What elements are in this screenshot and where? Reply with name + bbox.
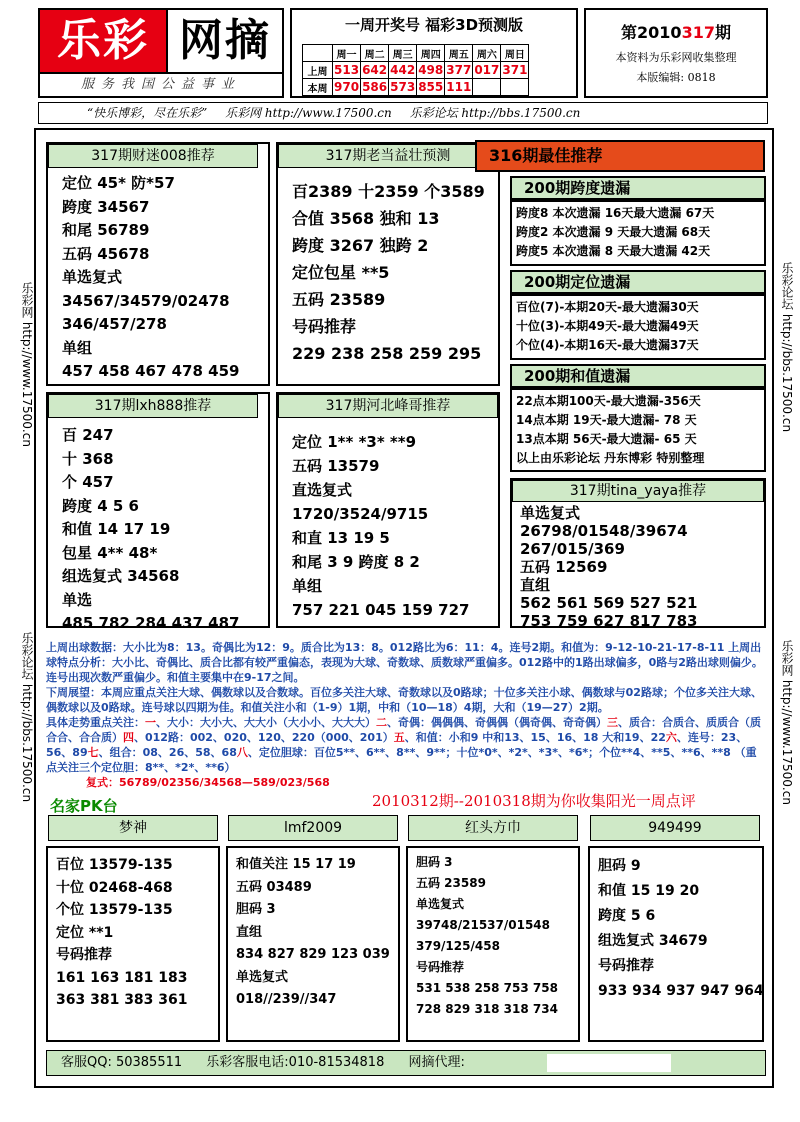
pk-expert-lines: 胆码 9 和值 15 19 20 跨度 5 6 组选复式 34679 号码推荐 933 934 937 947 964 <box>598 858 764 999</box>
miss-sum-lines: 22点本期100天-最大遗漏-356天 14点本期 19天-最大遗漏- 78 天 13点本期 56天-最大遗漏- 65 天 以上由乐彩论坛 丹东博彩 特别整理 <box>516 394 705 465</box>
miss-position-lines: 百位(7)-本期20天-最大遗漏30天 十位(3)-本期49天-最大遗漏49天 个位(4)-本期16天-最大遗漏37天 <box>516 300 699 352</box>
draw-number: 498 <box>418 63 444 77</box>
footer-phone: 乐彩客服电话:010-81534818 <box>206 1055 385 1070</box>
draw-number: 442 <box>390 63 416 77</box>
miss-span-box <box>510 200 766 266</box>
side-text-left-bottom: 乐彩论坛 http://bbs.17500.cn <box>20 632 34 803</box>
pk-expert-lines: 百位 13579-135 十位 02468-468 个位 13579-135 定位 **1 号码推荐 161 163 181 183 363 381 383 361 <box>56 857 188 1008</box>
pk-expert-box <box>588 846 764 1042</box>
footer-bar <box>46 1050 766 1076</box>
draw-number: 586 <box>362 80 388 94</box>
day-header: 周四 <box>417 45 445 62</box>
panel-title: 317期河北峰哥推荐 <box>278 394 498 418</box>
day-header: 周日 <box>501 45 529 62</box>
panel-lines: 单选复式 26798/01548/39674 267/015/369 五码 12569 直组 562 561 569 527 521 753 759 627 817 783 <box>520 504 698 630</box>
panel-lines: 百 247 十 368 个 457 跨度 4 5 6 和值 14 17 19 包星 4** 48* 组选复式 34568 单选 485 782 284 437 487 <box>62 426 240 632</box>
logo-box <box>38 8 284 98</box>
panel-title: 317期老当益壮预测 <box>278 144 498 168</box>
miss-position-box <box>510 294 766 360</box>
weekly-draw-table <box>302 44 529 96</box>
day-header: 周一 <box>333 45 361 62</box>
draw-number <box>501 79 529 96</box>
issue-title: 第2010317期 <box>621 23 731 42</box>
logo-white: 网摘 <box>166 10 282 72</box>
side-text-right-bottom: 乐彩网 http://www.17500.cn <box>780 640 794 805</box>
analysis-last-week: 上周出球数据：大小比为8：13。奇偶比为12：9。质合比为13：8。012路比为6：11：4。连号2期。和值为：9-12-10-21-17-8-11 上周出球特点分析：大小比、奇偶比、质合比都有较严重偏态，表现为大球、奇数球、质数球严重偏多。012路中的1路出球偏多，0路与2路出球则偏少。连号出现次数严重偏少。和值主要集中在9-17之间。 <box>46 641 763 684</box>
day-header: 周六 <box>473 45 501 62</box>
slogan-bar <box>38 102 768 124</box>
analysis-compound: 复式：56789/02356/34568—589/023/568 <box>86 776 330 789</box>
site-link-forum[interactable]: 乐彩论坛 http://bbs.17500.cn <box>409 106 581 120</box>
weekly-analysis <box>46 640 766 790</box>
miss-sum-box <box>510 388 766 472</box>
day-header: 周三 <box>389 45 417 62</box>
pk-expert-name: 949499 <box>590 815 760 841</box>
issue-editor: 本版编辑: 0818 <box>636 71 716 84</box>
miss-span-lines: 跨度8 本次遗漏 16天最大遗漏 67天 跨度2 本次遗漏 9 天最大遗漏 68天 跨度5 本次遗漏 8 天最大遗漏 42天 <box>516 206 715 258</box>
logo-red: 乐彩 <box>40 10 166 72</box>
draw-number: 573 <box>390 80 416 94</box>
pk-expert-box <box>226 846 400 1042</box>
draw-number: 371 <box>502 63 528 77</box>
panel-lxh888 <box>46 392 270 632</box>
footer-agent: 网摘代理: <box>408 1055 465 1070</box>
pk-expert-name: 梦神 <box>48 815 218 841</box>
issue-number: 317 <box>681 23 715 42</box>
this-week-label: 本周 <box>303 79 333 96</box>
panel-lines: 定位 1** *3* **9 五码 13579 直选复式 1720/3524/9715 和直 13 19 5 和尾 3 9 跨度 8 2 单组 757 221 045 159 727 <box>292 433 470 619</box>
pk-expert-box <box>46 846 220 1042</box>
panel-title: 317期tina_yaya推荐 <box>512 480 764 502</box>
weekly-draw-title: 一周开奖号 福彩3D预测版 <box>344 16 524 34</box>
site-link-main[interactable]: 乐彩网 http://www.17500.cn <box>225 106 392 120</box>
miss-sum-title: 200期和值遗漏 <box>510 364 766 388</box>
panel-caimi008 <box>46 142 270 386</box>
panel-title: 317期lxh888推荐 <box>48 394 258 418</box>
issue-note: 本资料为乐彩网收集整理 <box>615 51 737 64</box>
footer-qq: 客服QQ: 50385511 <box>61 1055 183 1070</box>
panel-tina-yaya <box>510 478 766 628</box>
side-text-left-top: 乐彩网 http://www.17500.cn <box>20 282 34 447</box>
miss-position-title: 200期定位遗漏 <box>510 270 766 294</box>
last-week-label: 上周 <box>303 62 333 79</box>
side-text-right-top: 乐彩论坛 http://bbs.17500.cn <box>780 262 794 433</box>
panel-lines: 定位 45* 防*57 跨度 34567 和尾 56789 五码 45678 单选复式 34567/34579/02478 346/457/278 单组 457 458 467 478 459 <box>62 174 240 380</box>
logo-slogan: 服务我国公益事业 <box>40 72 282 96</box>
best-recommend-title: 316期最佳推荐 <box>475 140 765 172</box>
panel-hebei-fengge <box>276 392 500 628</box>
pk-expert-name: lmf2009 <box>228 815 398 841</box>
footer-agent-blank <box>547 1054 671 1072</box>
logo <box>40 10 282 72</box>
analysis-outlook: 下周展望：本周应重点关注大球、偶数球以及合数球。百位多关注大球、奇数球以及0路球；十位多关注小球、偶数球与02路球；个位多关注大球、偶数球以及0路球。连号球以四期为佳。和值关注小和（1-9）1期，中和（10—18）4期，大和（19—27）2期。 <box>46 686 762 714</box>
panel-title: 317期财迷008推荐 <box>48 144 258 168</box>
analysis-focus: 具体走势重点关注：一、大小：大小大、大大小（大小小、大大大）二、奇偶：偶偶偶、奇偶偶（偶奇偶、奇奇偶）三、质合：合质合、质质合（质合合、合合质）四、012路：002、020、120、220（000、201）五、和值：小和9 中和13、15、16、18 大和19、22六、连号：23、56、89七、组合：08、26、58、68八、定位胆球：百位5**、6**、8**、9**；十位*0*、*2*、*3*、*6*；个位**4、**5、**6、**8 （重点关注三个定位胆：8**、*2*、**6） <box>46 716 761 774</box>
draw-number: 855 <box>418 80 444 94</box>
day-header: 周二 <box>361 45 389 62</box>
panel-lines: 百2389 十2359 个3589 合值 3568 独和 13 跨度 3267 独跨 2 定位包星 **5 五码 23589 号码推荐 229 238 258 259 295 <box>292 182 485 363</box>
issue-box <box>584 8 768 98</box>
last-week-row <box>303 62 529 79</box>
panel-laodangyizhuang <box>276 142 500 386</box>
pk-title: 名家PK台 <box>50 797 118 815</box>
pk-expert-lines: 和值关注 15 17 19 五码 03489 胆码 3 直组 834 827 829 123 039 单选复式 018//239//347 <box>236 857 390 1007</box>
collect-note: 2010312期--2010318期为你收集阳光一周点评 <box>372 792 696 810</box>
draw-number: 642 <box>362 63 388 77</box>
draw-number: 017 <box>474 63 500 77</box>
draw-number: 513 <box>334 63 360 77</box>
draw-number: 970 <box>334 80 360 94</box>
pk-expert-name: 红头方巾 <box>408 815 578 841</box>
miss-span-title: 200期跨度遗漏 <box>510 176 766 200</box>
draw-number: 377 <box>446 63 472 77</box>
pk-expert-lines: 胆码 3 五码 23589 单选复式 39748/21537/01548 379/125/458 号码推荐 531 538 258 753 758 728 829 318 318 734 <box>416 855 558 1016</box>
motto: “快乐博彩，尽在乐彩” <box>87 106 208 120</box>
draw-number: 111 <box>446 80 472 94</box>
draw-number <box>473 79 501 96</box>
weekly-draw-box <box>290 8 578 98</box>
day-header: 周五 <box>445 45 473 62</box>
this-week-row <box>303 79 529 96</box>
pk-expert-box <box>406 846 580 1042</box>
draw-header-row <box>303 45 529 62</box>
